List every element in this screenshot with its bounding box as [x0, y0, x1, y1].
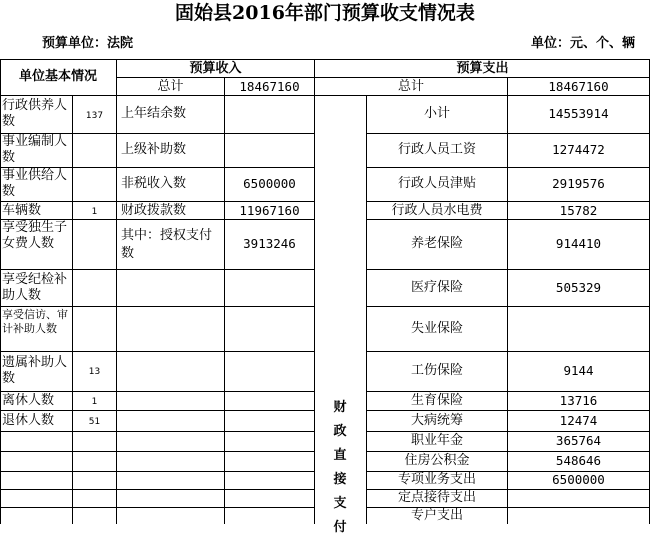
- basic-value: 51: [88, 417, 101, 427]
- basic-label: 遗属补助人数: [2, 355, 68, 386]
- expense-label: 医疗保险: [410, 280, 463, 295]
- expense-value: 9144: [563, 363, 594, 378]
- income-value: 3913246: [243, 236, 296, 251]
- expense-label: 失业保险: [410, 321, 463, 336]
- basic-info-header: 单位基本情况: [18, 69, 97, 84]
- basic-value: 1: [91, 397, 98, 407]
- expense-label: 工伤保险: [410, 363, 463, 378]
- basic-label: 车辆数: [2, 203, 42, 218]
- basic-label: 离休人数: [2, 393, 55, 408]
- basic-value: 137: [85, 111, 104, 121]
- expense-value: 2919576: [552, 176, 605, 191]
- expense-group-label: 财 政 直 接 支 付: [333, 400, 347, 535]
- income-total-label: 总计: [157, 79, 184, 94]
- expense-value: 365764: [555, 433, 602, 448]
- expense-label: 小计: [423, 106, 450, 121]
- income-label: 财政拨款数: [121, 203, 187, 218]
- expense-label: 大病统筹: [410, 413, 463, 428]
- basic-label: 事业编制人数: [2, 134, 68, 165]
- expense-label: 行政人员水电费: [391, 203, 483, 218]
- income-total-value: 18467160: [239, 79, 300, 94]
- income-label: 上级补助数: [121, 142, 187, 157]
- basic-value: 13: [88, 367, 101, 377]
- expense-value: 13716: [559, 393, 598, 408]
- expense-total-label: 总计: [397, 79, 424, 94]
- income-label: 其中：授权支付数: [121, 228, 213, 261]
- expense-value: 15782: [559, 203, 598, 218]
- expense-label: 住房公积金: [404, 453, 470, 468]
- expense-value: 914410: [555, 236, 602, 251]
- basic-label: 行政供养人数: [2, 98, 68, 129]
- expense-label: 生育保险: [410, 393, 463, 408]
- income-label: 非税收入数: [121, 176, 187, 191]
- income-header: 预算收入: [189, 61, 242, 76]
- income-value: 6500000: [243, 176, 296, 191]
- basic-label: 事业供给人数: [2, 168, 68, 199]
- expense-value: 14553914: [548, 106, 609, 121]
- basic-value: 1: [91, 207, 98, 217]
- expense-label: 养老保险: [410, 236, 463, 251]
- measure-units: 单位：元、个、辆: [531, 36, 636, 51]
- income-value: 11967160: [239, 203, 300, 218]
- budget-unit: 预算单位：法院: [42, 36, 134, 51]
- basic-label: 享受纪检补助人数: [2, 272, 68, 303]
- expense-value: 505329: [555, 280, 602, 295]
- expense-label: 专户支出: [410, 508, 463, 523]
- expense-header: 预算支出: [456, 61, 509, 76]
- expense-value: 548646: [555, 453, 602, 468]
- expense-value: 6500000: [552, 472, 605, 487]
- expense-label: 职业年金: [410, 433, 463, 448]
- expense-label: 定点接待支出: [397, 490, 476, 505]
- expense-label: 行政人员工资: [397, 142, 476, 157]
- expense-value: 1274472: [552, 142, 605, 157]
- page-title: 固始县2016年部门预算收支情况表: [175, 2, 475, 24]
- income-label: 上年结余数: [121, 106, 187, 121]
- expense-label: 专项业务支出: [397, 472, 476, 487]
- basic-label: 享受独生子女费人数: [2, 220, 68, 251]
- basic-label: 享受信访、审计补助人数: [2, 308, 68, 335]
- expense-value: 12474: [559, 413, 598, 428]
- basic-label: 退休人数: [2, 413, 55, 428]
- expense-total-value: 18467160: [548, 79, 609, 94]
- expense-label: 行政人员津贴: [397, 176, 476, 191]
